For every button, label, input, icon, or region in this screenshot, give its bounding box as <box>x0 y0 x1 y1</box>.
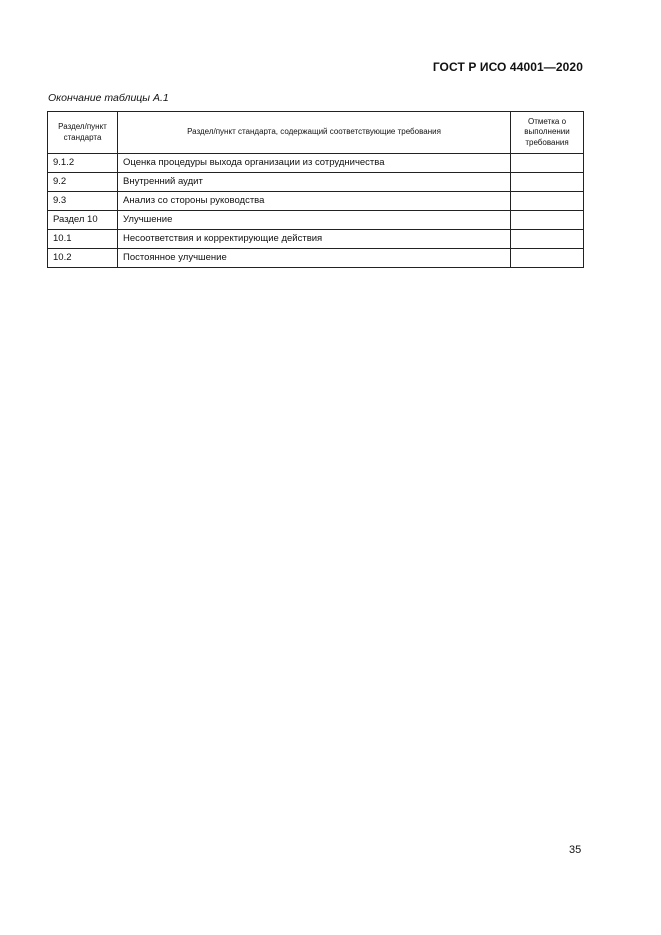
column-header-requirements-label: Раздел/пункт стандарта, содержащий соответствующие требования <box>187 127 441 137</box>
row-title: Внутренний аудит <box>118 173 511 192</box>
table-row <box>48 154 584 173</box>
table-row <box>48 192 584 211</box>
column-header-clause-label: Раздел/пункт стандарта <box>58 122 107 142</box>
table-row <box>48 173 584 192</box>
row-title: Несоответствия и корректирующие действия <box>118 230 511 249</box>
table-row <box>48 230 584 249</box>
row-mark <box>511 211 584 230</box>
row-title: Оценка процедуры выхода организации из сотрудничества <box>118 154 511 173</box>
table-row <box>48 211 584 230</box>
row-clause: 10.1 <box>48 230 118 249</box>
column-header-mark <box>511 112 584 154</box>
row-title: Анализ со стороны руководства <box>118 192 511 211</box>
row-clause: 9.1.2 <box>48 154 118 173</box>
row-title: Постоянное улучшение <box>118 249 511 268</box>
row-title: Улучшение <box>118 211 511 230</box>
column-header-requirements <box>118 112 511 154</box>
table-row <box>48 249 584 268</box>
row-clause: 9.2 <box>48 173 118 192</box>
table-caption: Окончание таблицы А.1 <box>48 92 169 104</box>
row-mark <box>511 249 584 268</box>
table-header-row <box>48 112 584 154</box>
row-clause: Раздел 10 <box>48 211 118 230</box>
column-header-clause <box>48 112 118 154</box>
row-mark <box>511 230 584 249</box>
row-mark <box>511 154 584 173</box>
page-number: 35 <box>569 844 582 856</box>
column-header-mark-label: Отметка о выполнении требования <box>524 116 570 147</box>
document-standard-id: ГОСТ Р ИСО 44001—2020 <box>432 60 583 74</box>
row-mark <box>511 192 584 211</box>
requirements-table <box>47 111 584 268</box>
row-clause: 9.3 <box>48 192 118 211</box>
row-clause: 10.2 <box>48 249 118 268</box>
row-mark <box>511 173 584 192</box>
